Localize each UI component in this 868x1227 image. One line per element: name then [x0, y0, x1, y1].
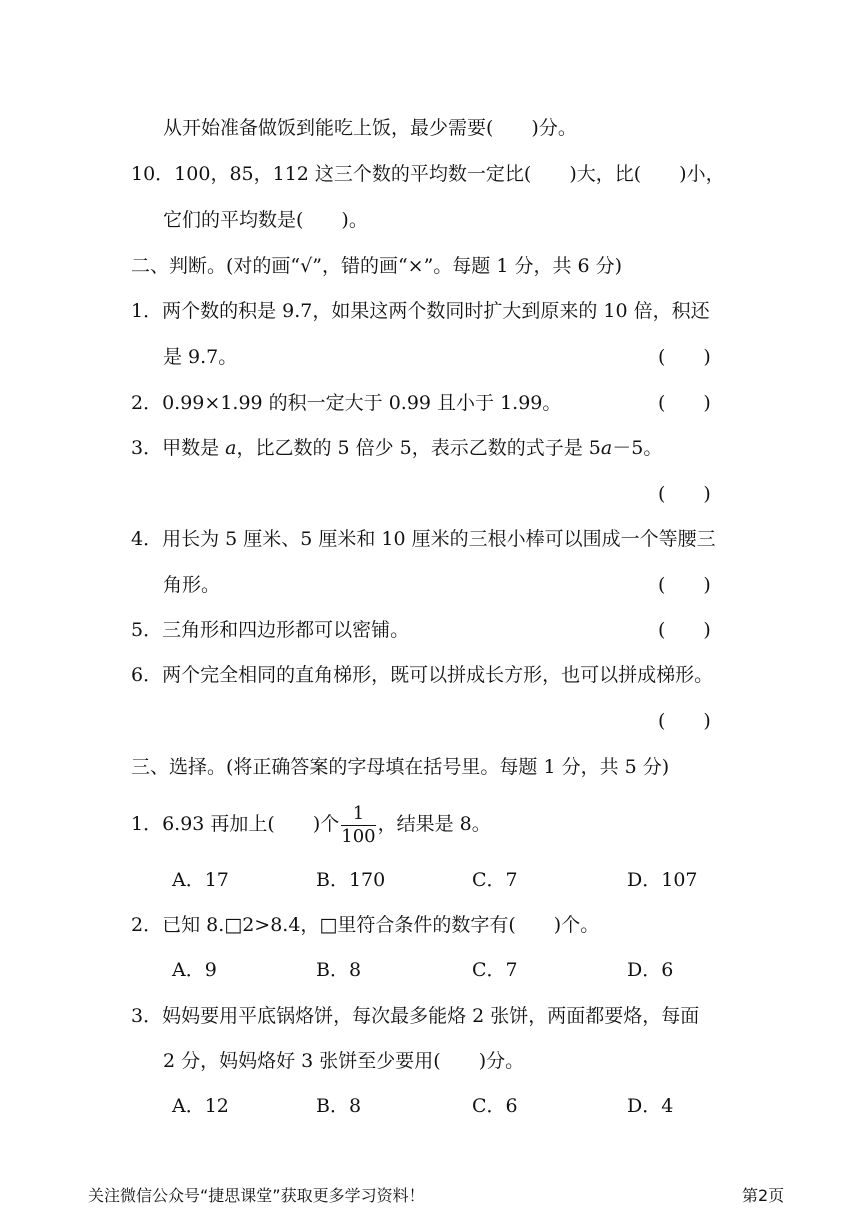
text-part: －5。	[612, 437, 663, 459]
option-d: D．107	[627, 869, 698, 891]
question-text: 4．用长为 5 厘米、5 厘米和 10 厘米的三根小棒可以围成一个等腰三	[131, 528, 716, 550]
option-b: B．8	[316, 959, 362, 981]
option-d: D．6	[627, 959, 674, 981]
answer-blank: ( )	[658, 392, 711, 414]
option-d: D．4	[627, 1095, 674, 1117]
footer-promo: 关注微信公众号“捷思课堂”获取更多学习资料！	[88, 1186, 425, 1205]
question-text: 2．0.99×1.99 的积一定大于 0.99 且小于 1.99。	[131, 392, 562, 414]
option-c: C．7	[472, 959, 518, 981]
section-heading: 三、选择。(将正确答案的字母填在括号里。每题 1 分，共 5 分)	[131, 756, 670, 778]
section-heading: 二、判断。(对的画“√”，错的画“×”。每题 1 分，共 6 分)	[131, 255, 623, 277]
option-a: A．17	[172, 869, 229, 891]
option-b: B．170	[316, 869, 386, 891]
variable: a	[600, 437, 613, 459]
question-text: 5．三角形和四边形都可以密铺。	[131, 619, 410, 641]
text-part: 3．甲数是	[131, 437, 226, 459]
text-part: ，结果是 8。	[377, 813, 491, 835]
text-line: 从开始准备做饭到能吃上饭，最少需要( )分。	[163, 117, 577, 139]
question-text: 6．两个完全相同的直角梯形，既可以拼成长方形，也可以拼成梯形。	[131, 664, 714, 686]
question-text: 1．两个数的积是 9.7，如果这两个数同时扩大到原来的 10 倍，积还	[131, 300, 710, 322]
option-a: A．9	[172, 959, 217, 981]
question-text: 是 9.7。	[163, 346, 238, 368]
option-b: B．8	[316, 1095, 362, 1117]
question-text: 2．已知 8.□2>8.4，□里符合条件的数字有( )个。	[131, 914, 600, 936]
text-part: 1．6.93 再加上( )个	[131, 813, 340, 835]
variable: a	[225, 437, 237, 459]
answer-blank: ( )	[658, 710, 711, 732]
text-part: ，比乙数的 5 倍少 5，表示乙数的式子是 5	[236, 437, 601, 459]
fraction-denominator: 100	[341, 825, 376, 847]
fraction-numerator: 1	[341, 805, 375, 826]
question-text: 角形。	[163, 574, 221, 596]
text-line: 它们的平均数是( )。	[163, 209, 368, 231]
answer-blank: ( )	[658, 483, 711, 505]
text-line: 10．100，85，112 这三个数的平均数一定比( )大，比( )小，	[131, 163, 725, 185]
question-text: 3．妈妈要用平底锅烙饼，每次最多能烙 2 张饼，两面都要烙，每面	[131, 1005, 700, 1027]
question-text	[131, 436, 662, 460]
answer-blank: ( )	[658, 574, 711, 596]
option-a: A．12	[172, 1095, 229, 1117]
fraction	[341, 802, 376, 847]
option-c: C．7	[472, 869, 518, 891]
question-text: 2 分，妈妈烙好 3 张饼至少要用( )分。	[163, 1050, 525, 1072]
answer-blank: ( )	[658, 346, 711, 368]
answer-blank: ( )	[658, 619, 711, 641]
page-number: 第2页	[742, 1186, 785, 1205]
option-c: C．6	[472, 1095, 518, 1117]
question-text	[131, 800, 491, 848]
